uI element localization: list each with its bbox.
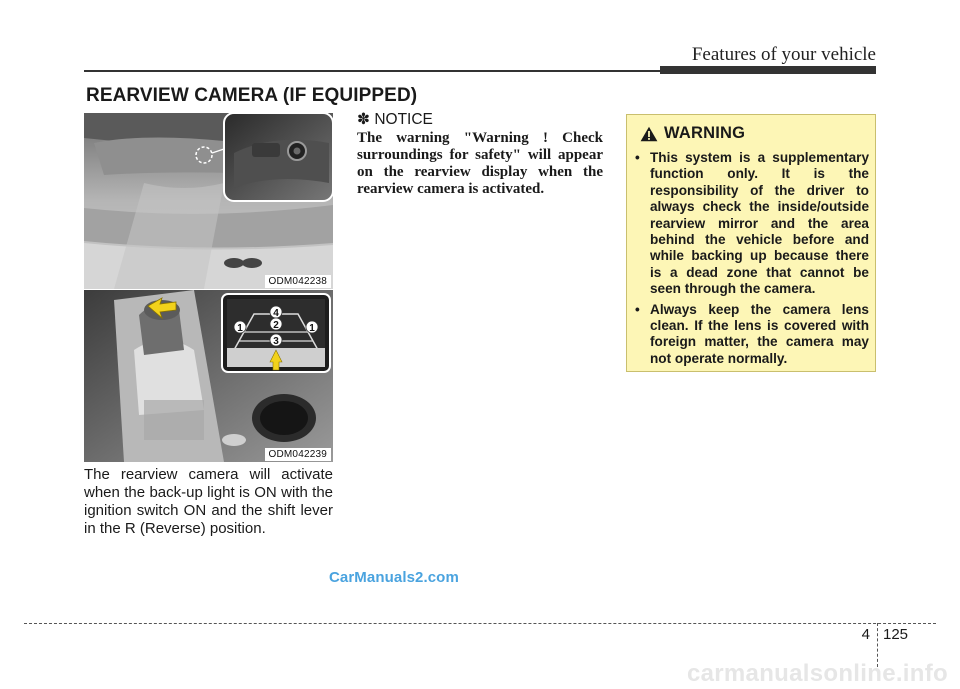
guide-number: 3 (273, 336, 279, 347)
guide-number: 4 (273, 308, 279, 319)
notice-block (357, 111, 603, 198)
notice-heading-label: NOTICE (374, 111, 433, 128)
site-watermark: carmanualsonline.info (686, 660, 948, 687)
warning-item (635, 302, 869, 368)
warning-heading (640, 124, 745, 143)
figure-rear-camera (84, 113, 333, 289)
warning-item-text: Always keep the camera lens clean. If the lens is covered with foreign matter, the camera may not operate normally. (650, 301, 869, 366)
warning-title: WARNING (664, 124, 746, 142)
figure-code: ODM042239 (265, 448, 332, 461)
watermark-link[interactable]: CarManuals2.com (329, 569, 459, 586)
bullet: • (635, 301, 640, 317)
rear-camera-illustration (84, 113, 333, 289)
bullet: • (635, 150, 640, 165)
notice-heading (357, 111, 603, 129)
notice-text: The warning "Warning ! Check surroundings for safety" will appear on the rearview display when the rearview camera is activated. (357, 130, 603, 197)
shift-lever-illustration (84, 290, 333, 462)
warning-item-text: This system is a supplementary function only. It is the responsibility of the driver to always check the inside/outside rearview mirror and the area behind the vehicle before and while backing up because there is a dead zone that cannot be seen through the camera. (650, 150, 869, 297)
footer-rule (24, 623, 936, 624)
warning-triangle-icon (640, 126, 658, 142)
guide-number: 1 (309, 323, 315, 334)
warning-list (635, 150, 869, 371)
figure-shift-lever (84, 290, 333, 462)
notice-star-icon: ✽ (357, 111, 370, 128)
figure-code: ODM042238 (265, 275, 332, 288)
body-paragraph: The rearview camera will activate when the back-up light is ON with the ignition switch ON and the shift lever in the R (Reverse) position. (84, 466, 333, 537)
running-head: Features of your vehicle (691, 44, 876, 65)
warning-item (635, 150, 869, 298)
guide-number: 2 (273, 320, 279, 331)
page-number: 125 (883, 626, 909, 643)
section-title: REARVIEW CAMERA (IF EQUIPPED) (86, 85, 418, 106)
warning-box (626, 114, 876, 372)
header-rule-thin (84, 70, 664, 72)
header-rule-thick (660, 66, 876, 74)
chapter-number: 4 (861, 626, 870, 643)
guide-number: 1 (237, 323, 243, 334)
